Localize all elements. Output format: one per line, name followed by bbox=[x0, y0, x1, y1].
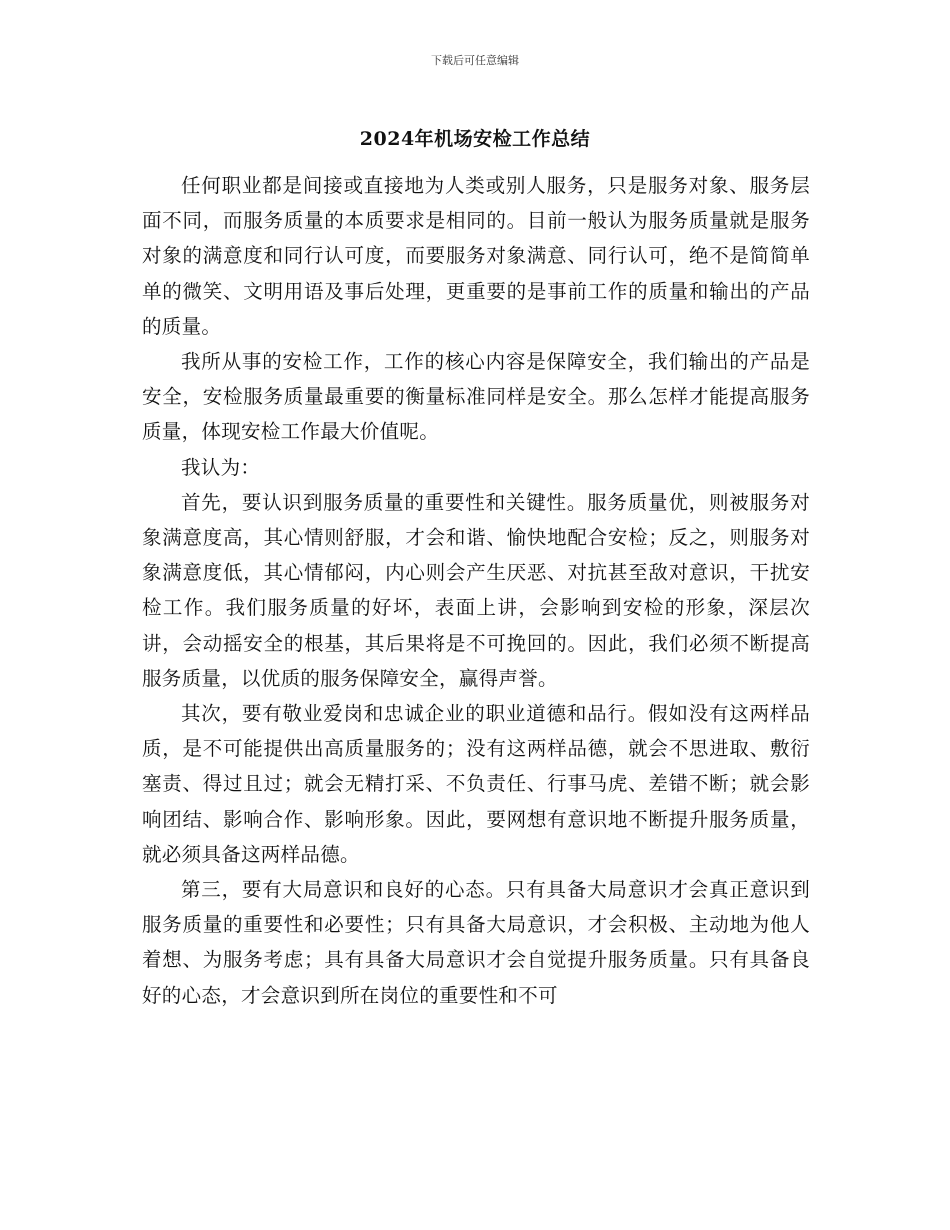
paragraph: 第三，要有大局意识和良好的心态。只有具备大局意识才会真正意识到服务质量的重要性和必要性；只有具备大局意识，才会积极、主动地为他人着想、为服务考虑；具有具备大局意识才会自觉提升服务质量。只有具备良好的心态，才会意识到所在岗位的重要性和不可 bbox=[142, 878, 810, 1007]
document-title: 2024年机场安检工作总结 bbox=[359, 128, 591, 150]
document-body bbox=[142, 168, 810, 1013]
page-header-note: 下载后可任意编辑 bbox=[431, 54, 519, 67]
paragraph: 我认为： bbox=[181, 455, 261, 479]
paragraph: 任何职业都是间接或直接地为人类或别人服务，只是服务对象、服务层面不同，而服务质量的本质要求是相同的。目前一般认为服务质量就是服务对象的满意度和同行认可度，而要服务对象满意、同行认可，绝不是简简单单的微笑、文明用语及事后处理，更重要的是事前工作的质量和输出的产品的质量。 bbox=[142, 174, 810, 338]
paragraph: 其次，要有敬业爱岗和忠诚企业的职业道德和品行。假如没有这两样品质，是不可能提供出高质量服务的；没有这两样品德，就会不思进取、敷衍塞责、得过且过；就会无精打采、不负责任、行事马虎、差错不断；就会影响团结、影响合作、影响形象。因此，要网想有意识地不断提升服务质量，就必须具备这两样品德。 bbox=[142, 702, 810, 866]
paragraph: 首先，要认识到服务质量的重要性和关键性。服务质量优，则被服务对象满意度高，其心情则舒服，才会和谐、愉快地配合安检；反之，则服务对象满意度低，其心情郁闷，内心则会产生厌恶、对抗甚至敌对意识，干扰安检工作。我们服务质量的好坏，表面上讲，会影响到安检的形象，深层次讲，会动摇安全的根基，其后果将是不可挽回的。因此，我们必须不断提高服务质量，以优质的服务保障安全，赢得声誉。 bbox=[142, 490, 810, 690]
paragraph: 我所从事的安检工作，工作的核心内容是保障安全，我们输出的产品是安全，安检服务质量最重要的衡量标准同样是安全。那么怎样才能提高服务质量，体现安检工作最大价值呢。 bbox=[142, 350, 810, 444]
